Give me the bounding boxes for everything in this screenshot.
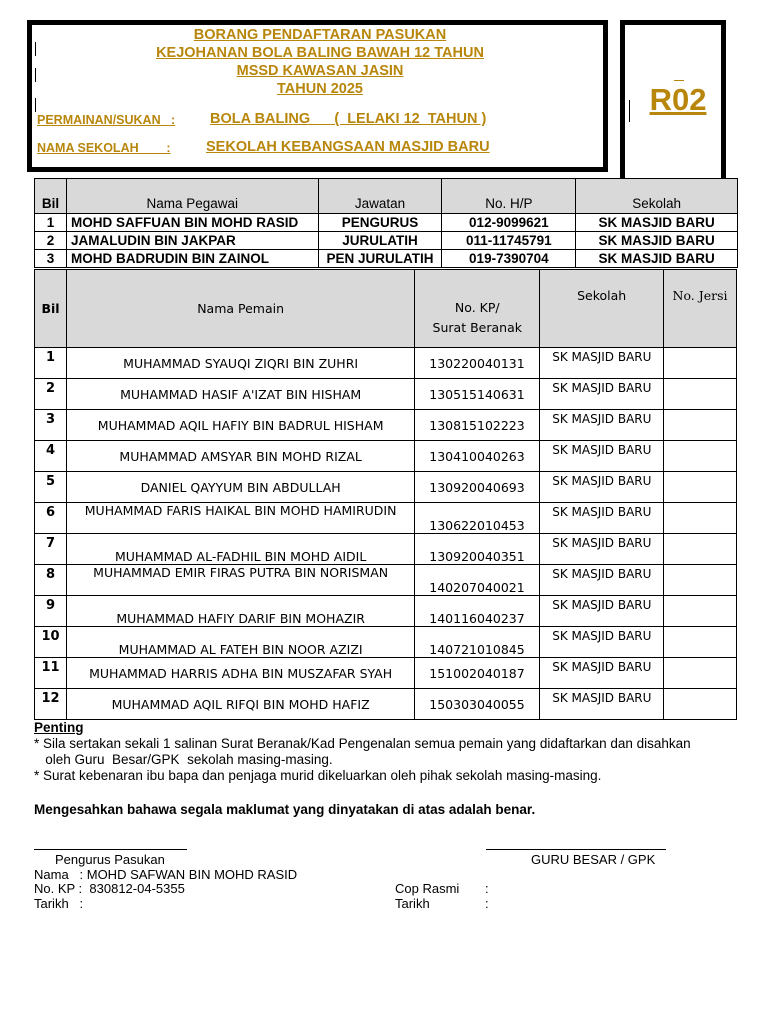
player-row [35, 503, 737, 534]
player-kp: 130622010453 [415, 503, 540, 534]
player-name: MUHAMMAD AL FATEH BIN NOOR AZIZI [66, 627, 414, 658]
player-kp: 150303040055 [415, 689, 540, 720]
player-school: SK MASJID BARU [540, 534, 664, 565]
player-kp: 130920040351 [415, 534, 540, 565]
player-school: SK MASJID BARU [540, 689, 664, 720]
player-kp: 140116040237 [415, 596, 540, 627]
code-dash [674, 80, 684, 81]
player-name: MUHAMMAD AL-FADHIL BIN MOHD AIDIL [66, 534, 414, 565]
form-code: R02 [649, 82, 707, 117]
player-kp: 130920040693 [415, 472, 540, 503]
staff-row [35, 250, 738, 268]
player-jersey [664, 348, 737, 379]
player-bil: 7 [35, 534, 67, 565]
player-row [35, 410, 737, 441]
player-bil: 4 [35, 441, 67, 472]
player-header-name: Nama Pemain [66, 270, 414, 348]
player-jersey [664, 565, 737, 596]
player-school: SK MASJID BARU [540, 565, 664, 596]
player-school: SK MASJID BARU [540, 441, 664, 472]
staff-header-school: Sekolah [576, 179, 738, 214]
player-header-bil: Bil [35, 270, 67, 348]
player-jersey [664, 689, 737, 720]
staff-header-name: Nama Pegawai [66, 179, 318, 214]
player-name: MUHAMMAD AQIL HAFIY BIN BADRUL HISHAM [66, 410, 414, 441]
player-row [35, 689, 737, 720]
title-line-2: KEJOHANAN BOLA BALING BAWAH 12 TAHUN [156, 45, 484, 61]
player-school: SK MASJID BARU [540, 596, 664, 627]
stamp-label: Cop Rasmi [395, 881, 460, 896]
manager-date: Tarikh : [34, 896, 84, 911]
player-kp: 130410040263 [415, 441, 540, 472]
player-school: SK MASJID BARU [540, 379, 664, 410]
player-header-row [35, 270, 737, 348]
player-name: MUHAMMAD AMSYAR BIN MOHD RIZAL [66, 441, 414, 472]
player-header-kp-line2: Surat Beranak [432, 319, 522, 335]
player-header-kp [415, 270, 540, 348]
stamp-colon: : [485, 881, 489, 896]
staff-role: PEN JURULATIH [318, 250, 442, 268]
player-jersey [664, 503, 737, 534]
staff-phone: 019-7390704 [442, 250, 576, 268]
player-row [35, 658, 737, 689]
player-row [35, 534, 737, 565]
player-name: DANIEL QAYYUM BIN ABDULLAH [66, 472, 414, 503]
player-school: SK MASJID BARU [540, 627, 664, 658]
player-kp: 130515140631 [415, 379, 540, 410]
player-bil: 3 [35, 410, 67, 441]
player-jersey [664, 410, 737, 441]
player-bil: 11 [35, 658, 67, 689]
player-bil: 8 [35, 565, 67, 596]
signature-line-left [34, 849, 187, 850]
player-name: MUHAMMAD EMIR FIRAS PUTRA BIN NORISMAN [66, 565, 414, 596]
staff-school: SK MASJID BARU [576, 232, 738, 250]
school-value: SEKOLAH KEBANGSAAN MASJID BARU [206, 139, 490, 155]
player-row [35, 472, 737, 503]
player-kp: 140721010845 [415, 627, 540, 658]
game-value: BOLA BALING ( LELAKI 12 TAHUN ) [210, 111, 487, 127]
title-line-1: BORANG PENDAFTARAN PASUKAN [193, 27, 447, 43]
staff-bil: 3 [35, 250, 67, 268]
player-row [35, 379, 737, 410]
staff-name: JAMALUDIN BIN JAKPAR [66, 232, 318, 250]
player-school: SK MASJID BARU [540, 348, 664, 379]
player-school: SK MASJID BARU [540, 472, 664, 503]
player-bil: 10 [35, 627, 67, 658]
player-kp: 130815102223 [415, 410, 540, 441]
staff-school: SK MASJID BARU [576, 250, 738, 268]
notes-line-2: oleh Guru Besar/GPK sekolah masing-masing. [34, 752, 333, 767]
staff-role: PENGURUS [318, 214, 442, 232]
player-kp: 140207040021 [415, 565, 540, 596]
player-name: MUHAMMAD HASIF A'IZAT BIN HISHAM [66, 379, 414, 410]
player-school: SK MASJID BARU [540, 503, 664, 534]
staff-bil: 1 [35, 214, 67, 232]
player-jersey [664, 534, 737, 565]
player-jersey [664, 658, 737, 689]
signature-line-right [486, 849, 666, 850]
staff-row [35, 214, 738, 232]
player-header-jersey: No. Jersi [664, 270, 737, 348]
staff-name: MOHD BADRUDIN BIN ZAINOL [66, 250, 318, 268]
notes-line-3: * Surat kebenaran ibu bapa dan penjaga murid dikeluarkan oleh pihak sekolah masing-masing. [34, 768, 602, 783]
player-bil: 6 [35, 503, 67, 534]
confirmation-text: Mengesahkan bahawa segala maklumat yang dinyatakan di atas adalah benar. [34, 802, 536, 817]
notes-section [34, 720, 691, 784]
staff-header-role: Jawatan [318, 179, 442, 214]
player-kp: 130220040131 [415, 348, 540, 379]
staff-row [35, 232, 738, 250]
manager-title: Pengurus Pasukan [55, 852, 165, 867]
player-kp: 151002040187 [415, 658, 540, 689]
staff-school: SK MASJID BARU [576, 214, 738, 232]
player-jersey [664, 627, 737, 658]
headmaster-date-label: Tarikh [395, 896, 430, 911]
player-row [35, 441, 737, 472]
player-row [35, 627, 737, 658]
headmaster-title: GURU BESAR / GPK [531, 852, 656, 867]
game-label: PERMAINAN/SUKAN : [37, 113, 176, 127]
player-bil: 2 [35, 379, 67, 410]
player-header-kp-line1: No. KP/ [454, 299, 500, 315]
staff-name: MOHD SAFFUAN BIN MOHD RASID [66, 214, 318, 232]
player-row [35, 348, 737, 379]
player-bil: 1 [35, 348, 67, 379]
manager-kp: No. KP : 830812-04-5355 [34, 881, 185, 896]
player-name: MUHAMMAD AQIL RIFQI BIN MOHD HAFIZ [66, 689, 414, 720]
notes-line-1: * Sila sertakan sekali 1 salinan Surat Beranak/Kad Pengenalan semua pemain yang didaftarkan dan disahkan [34, 736, 691, 751]
player-school: SK MASJID BARU [540, 658, 664, 689]
staff-header-row [35, 179, 738, 214]
player-table [34, 269, 737, 720]
player-bil: 9 [35, 596, 67, 627]
staff-bil: 2 [35, 232, 67, 250]
manager-name: Nama : MOHD SAFWAN BIN MOHD RASID [34, 867, 298, 882]
notes-title: Penting [34, 720, 84, 735]
player-jersey [664, 441, 737, 472]
player-name: MUHAMMAD FARIS HAIKAL BIN MOHD HAMIRUDIN [66, 503, 414, 534]
player-bil: 12 [35, 689, 67, 720]
staff-table [34, 178, 738, 268]
game-row [37, 111, 487, 127]
title-line-3: MSSD KAWASAN JASIN [236, 63, 404, 79]
player-row [35, 596, 737, 627]
player-jersey [664, 596, 737, 627]
border-tick [35, 98, 36, 112]
player-jersey [664, 472, 737, 503]
player-jersey [664, 379, 737, 410]
staff-phone: 011-11745791 [442, 232, 576, 250]
player-school: SK MASJID BARU [540, 410, 664, 441]
school-label: NAMA SEKOLAH : [37, 141, 171, 155]
player-row [35, 565, 737, 596]
player-name: MUHAMMAD SYAUQI ZIQRI BIN ZUHRI [66, 348, 414, 379]
player-bil: 5 [35, 472, 67, 503]
form-title [30, 26, 610, 98]
staff-phone: 012-9099621 [442, 214, 576, 232]
staff-header-bil: Bil [35, 179, 67, 214]
player-header-school: Sekolah [540, 270, 664, 348]
player-name: MUHAMMAD HARRIS ADHA BIN MUSZAFAR SYAH [66, 658, 414, 689]
headmaster-date-colon: : [485, 896, 489, 911]
staff-header-phone: No. H/P [442, 179, 576, 214]
staff-role: JURULATIH [318, 232, 442, 250]
player-name: MUHAMMAD HAFIY DARIF BIN MOHAZIR [66, 596, 414, 627]
title-line-4: TAHUN 2025 [277, 81, 363, 97]
school-row [37, 139, 490, 155]
